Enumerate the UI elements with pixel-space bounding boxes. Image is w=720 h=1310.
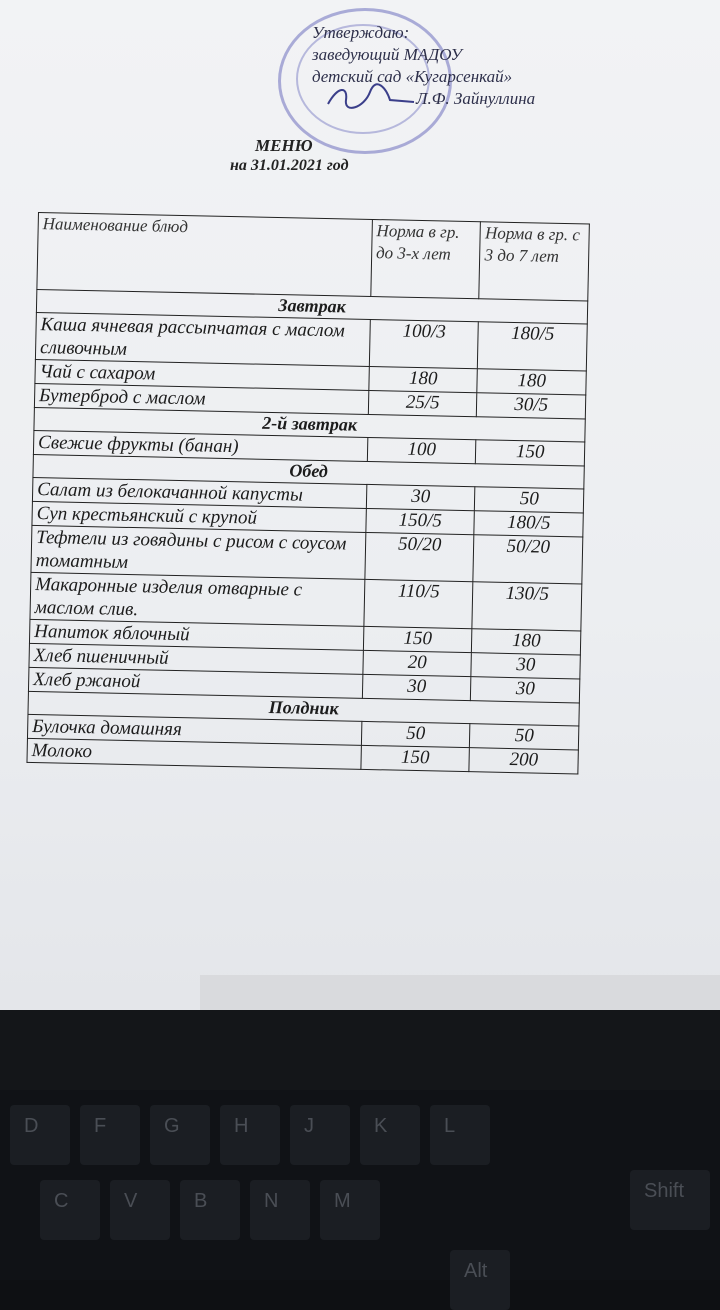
section-title: Обед bbox=[33, 454, 584, 489]
section-title: Завтрак bbox=[36, 289, 587, 324]
dish-name: Салат из белокачанной капусты bbox=[32, 477, 366, 508]
section-title: 2-й завтрак bbox=[34, 407, 585, 442]
norm-under-3: 20 bbox=[363, 650, 472, 676]
keyboard-key-label: V bbox=[124, 1190, 138, 1212]
dish-name: Хлеб ржаной bbox=[28, 667, 362, 698]
keyboard-key bbox=[450, 1250, 510, 1310]
section-title: Полдник bbox=[28, 691, 579, 726]
keyboard-key bbox=[80, 1105, 140, 1165]
keyboard-key bbox=[630, 1170, 710, 1230]
keyboard-key bbox=[220, 1105, 280, 1165]
handwritten-signature bbox=[326, 82, 416, 112]
norm-3-to-7: 180 bbox=[477, 369, 586, 395]
keyboard-key-label: Alt bbox=[464, 1260, 488, 1282]
dish-name: Молоко bbox=[27, 738, 361, 769]
menu-date: на 31.01.2021 год bbox=[230, 157, 349, 174]
norm-3-to-7: 30/5 bbox=[477, 393, 586, 419]
norm-3-to-7: 50 bbox=[475, 487, 584, 513]
menu-table bbox=[26, 212, 589, 774]
norm-under-3: 150 bbox=[363, 626, 472, 652]
norm-3-to-7: 180 bbox=[472, 629, 581, 655]
dish-name: Напиток яблочный bbox=[29, 619, 363, 650]
norm-under-3: 150 bbox=[361, 745, 470, 771]
approval-line-2: заведующий МАДОУ bbox=[312, 45, 462, 64]
dish-name: Суп крестьянский с крупой bbox=[32, 501, 366, 532]
dish-name: Свежие фрукты (банан) bbox=[33, 430, 367, 461]
approval-line-1: Утверждаю: bbox=[312, 23, 410, 42]
norm-under-3: 150/5 bbox=[366, 508, 475, 534]
keyboard-key bbox=[250, 1180, 310, 1240]
header-norm-3-to-7: Норма в гр. с 3 до 7 лет bbox=[479, 222, 589, 301]
norm-3-to-7: 30 bbox=[471, 677, 580, 703]
keyboard-background bbox=[0, 1010, 720, 1280]
dish-name: Каша ячневая рассыпчатая с маслом сливочным bbox=[35, 312, 370, 366]
norm-under-3: 180 bbox=[369, 366, 478, 392]
norm-3-to-7: 180/5 bbox=[474, 511, 583, 537]
keyboard-key-label: Shift bbox=[644, 1180, 685, 1202]
norm-3-to-7: 130/5 bbox=[472, 582, 582, 631]
dish-name: Бутерброд с маслом bbox=[34, 383, 368, 414]
norm-under-3: 25/5 bbox=[368, 390, 477, 416]
keyboard-key bbox=[360, 1105, 420, 1165]
keyboard-key bbox=[180, 1180, 240, 1240]
keyboard-key bbox=[290, 1105, 350, 1165]
norm-3-to-7: 180/5 bbox=[478, 322, 588, 371]
keyboard-key-label: B bbox=[194, 1190, 208, 1212]
dish-name: Тефтели из говядины с рисом с соусом томатным bbox=[31, 525, 366, 579]
dish-name: Чай с сахаром bbox=[35, 359, 369, 390]
keyboard-key-label: M bbox=[334, 1190, 351, 1212]
keyboard-key-label: H bbox=[234, 1115, 249, 1137]
norm-under-3: 110/5 bbox=[364, 579, 474, 628]
norm-3-to-7: 50 bbox=[470, 724, 579, 750]
norm-3-to-7: 30 bbox=[471, 653, 580, 679]
dish-name: Макаронные изделия отварные с маслом слив. bbox=[30, 572, 365, 626]
norm-3-to-7: 200 bbox=[469, 748, 578, 774]
keyboard-key bbox=[320, 1180, 380, 1240]
approval-line-4: Л.Ф. Зайнуллина bbox=[416, 89, 536, 108]
keyboard-key-label: F bbox=[94, 1115, 107, 1137]
keyboard-key-label: L bbox=[444, 1115, 456, 1137]
keyboard-top-edge bbox=[0, 1010, 720, 1090]
menu-table-body bbox=[27, 289, 588, 773]
dish-name: Булочка домашняя bbox=[27, 714, 361, 745]
approval-line-3: детский сад «Кугарсенкай» bbox=[312, 67, 513, 86]
table-header-row bbox=[37, 213, 589, 302]
keyboard-key-label: C bbox=[54, 1190, 69, 1212]
norm-under-3: 100 bbox=[367, 437, 476, 463]
keyboard-key-label: D bbox=[24, 1115, 39, 1137]
keyboard-key-label: G bbox=[164, 1115, 180, 1137]
norm-under-3: 100/3 bbox=[369, 319, 479, 368]
norm-under-3: 50 bbox=[361, 721, 470, 747]
keyboard-key-label: J bbox=[304, 1115, 314, 1137]
header-dish-name: Наименование блюд bbox=[37, 213, 372, 297]
menu-title: МЕНЮ bbox=[255, 136, 313, 155]
keyboard-key bbox=[110, 1180, 170, 1240]
norm-3-to-7: 150 bbox=[476, 440, 585, 466]
keyboard-key bbox=[150, 1105, 210, 1165]
keyboard-key-label: N bbox=[264, 1190, 279, 1212]
norm-under-3: 50/20 bbox=[365, 532, 475, 581]
norm-under-3: 30 bbox=[366, 484, 475, 510]
header-norm-under-3: Норма в гр. до 3-х лет bbox=[371, 220, 481, 299]
dish-name: Хлеб пшеничный bbox=[29, 643, 363, 674]
norm-3-to-7: 50/20 bbox=[473, 535, 583, 584]
keyboard-key bbox=[40, 1180, 100, 1240]
underlying-sheet bbox=[200, 975, 720, 1010]
keyboard-key bbox=[10, 1105, 70, 1165]
keyboard-key bbox=[430, 1105, 490, 1165]
norm-under-3: 30 bbox=[362, 674, 471, 700]
keyboard-key-label: K bbox=[374, 1115, 388, 1137]
